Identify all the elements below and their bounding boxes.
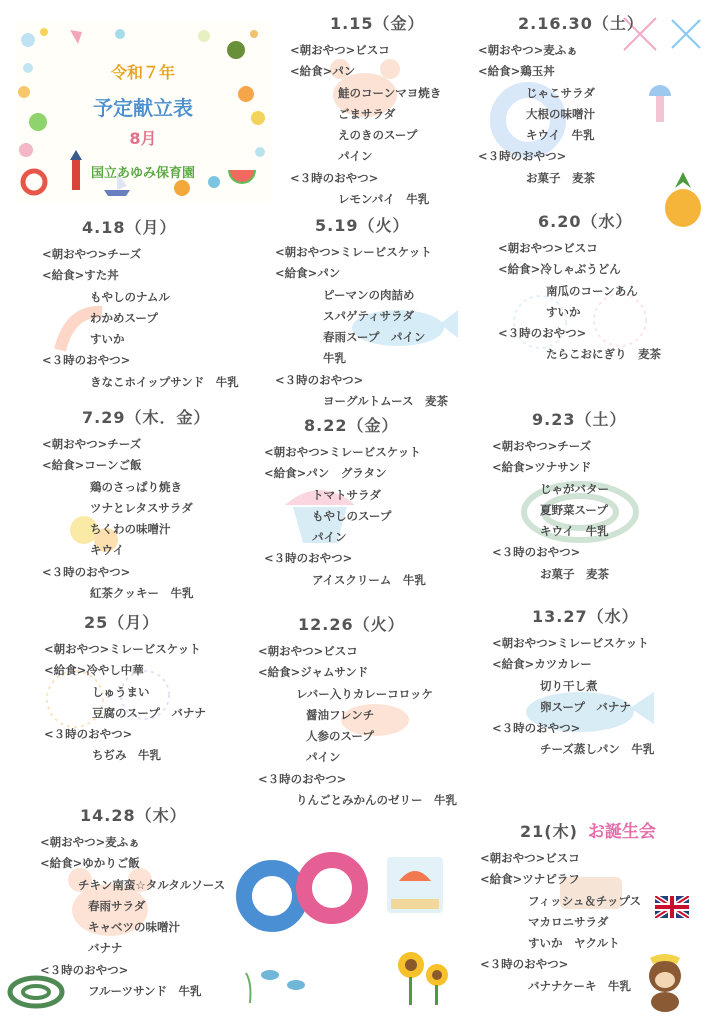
menu-section-label: <給食>コーンご飯 — [42, 458, 142, 473]
menu-section-label: <朝おやつ>麦ふぁ — [478, 43, 578, 57]
menu-section-label: <３時のおやつ> — [40, 962, 129, 977]
menu-item: アイスクリーム 牛乳 — [312, 572, 426, 587]
menu-item: すいか ヤクルト — [528, 936, 620, 951]
menu-item: ツナとレタスサラダ — [90, 500, 193, 515]
menu-date — [258, 615, 457, 635]
menu-date — [492, 410, 626, 430]
menu-item: りんごとみかんのゼリー 牛乳 — [296, 793, 457, 808]
menu-date — [264, 416, 426, 436]
menu-section-label: <朝おやつ>ビスコ — [290, 43, 390, 57]
menu-section-label: <給食>ツナサンド — [492, 460, 592, 475]
menu-section-label: <給食>ゆかりご飯 — [40, 856, 140, 871]
menu-item: お菓子 麦茶 — [540, 566, 609, 581]
menu-item: 南瓜のコーンあん — [546, 283, 638, 298]
beach-umbrella-illustration — [385, 855, 445, 915]
menu-item: キウイ 牛乳 — [526, 128, 595, 143]
menu-day-7-29 — [42, 408, 210, 604]
uk-flag-icon — [655, 896, 689, 918]
menu-section-label: <朝おやつ>ビスコ — [498, 241, 598, 255]
menu-date-text: 4.18（月） — [82, 218, 177, 237]
menu-item: パイン — [338, 149, 373, 164]
menu-date — [480, 822, 656, 842]
menu-item: チキン南蛮☆タルタルソース — [78, 877, 226, 892]
menu-item: 卵スープ バナナ — [540, 699, 631, 714]
menu-section-label: <３時のおやつ> — [44, 727, 133, 742]
menu-section-label: <給食>冷やし中華 — [44, 663, 144, 678]
menu-item: キウイ 牛乳 — [540, 524, 609, 539]
menu-item: じゃがバター — [540, 481, 609, 496]
menu-date — [498, 212, 661, 232]
menu-item: きなこホイップサンド 牛乳 — [90, 374, 239, 389]
menu-day-4-18 — [42, 218, 239, 393]
menu-date — [478, 14, 644, 34]
page-title: 予定献立表 — [93, 96, 193, 120]
menu-date — [492, 607, 654, 627]
menu-item: パイン — [312, 530, 347, 545]
menu-section-label: <給食>パン グラタン — [264, 466, 387, 481]
menu-item: しゅうまい — [92, 684, 150, 699]
pineapple-illustration — [660, 170, 706, 228]
menu-section-label: <３時のおやつ> — [290, 170, 379, 185]
menu-item: フィッシュ＆チップス — [528, 893, 642, 908]
menu-item: 鶏のさっぱり焼き — [90, 479, 182, 494]
menu-item: ピーマンの肉詰め — [323, 287, 415, 302]
menu-item: 牛乳 — [323, 351, 346, 366]
menu-section-label: <３時のおやつ> — [492, 721, 581, 736]
menu-date-text: 8.22（金） — [304, 416, 399, 435]
menu-section-label: <３時のおやつ> — [258, 771, 347, 786]
menu-date — [40, 806, 225, 826]
menu-item: チーズ蒸しパン 牛乳 — [540, 742, 655, 757]
menu-item: 大根の味噌汁 — [526, 106, 595, 121]
menu-section-label: <３時のおやつ> — [42, 564, 131, 579]
menu-date — [275, 216, 448, 236]
menu-section-label: <朝おやつ>ミレービスケット — [44, 642, 201, 656]
menu-item: 鮭のコーンマヨ焼き — [338, 85, 442, 100]
menu-section-label: <給食>パン — [275, 266, 341, 281]
title-month: 8月 — [129, 129, 157, 148]
menu-date-text: 25（月） — [84, 613, 160, 632]
menu-item: フルーツサンド 牛乳 — [88, 984, 202, 999]
menu-section-label: <３時のおやつ> — [264, 551, 353, 566]
menu-section-label: <給食>パン — [290, 64, 356, 79]
menu-item: 春雨サラダ — [88, 898, 146, 913]
menu-item: すいか — [90, 332, 125, 347]
menu-date-text: 12.26（火） — [298, 615, 405, 634]
menu-item: もやしのスープ — [312, 508, 392, 523]
menu-day-8-22 — [264, 416, 426, 591]
nursery-name: 国立あゆみ保育園 — [90, 166, 195, 181]
menu-day-2-16-30 — [478, 14, 644, 189]
menu-item: 紅茶クッキー 牛乳 — [90, 586, 194, 601]
menu-item: トマトサラダ — [312, 487, 381, 502]
menu-item: 夏野菜スープ — [540, 502, 608, 517]
menu-day-25 — [44, 613, 206, 767]
menu-day-21-birthday — [480, 822, 656, 997]
swim-rings-illustration — [232, 848, 372, 938]
menu-date — [42, 408, 210, 428]
menu-section-label: <給食>冷しゃぶうどん — [498, 262, 621, 277]
menu-item: パイン — [306, 750, 341, 765]
menu-section-label: <給食>カツカレー — [492, 657, 592, 672]
menu-day-1-15 — [290, 14, 441, 210]
menu-section-label: <朝おやつ>チーズ — [42, 437, 142, 451]
menu-date — [290, 14, 441, 34]
menu-item: キウイ — [90, 543, 125, 558]
menu-section-label: <給食>ジャムサンド — [258, 665, 369, 680]
menu-item: レバー入りカレーコロッケ — [296, 686, 433, 701]
birthday-party-label: お誕生会 — [587, 822, 656, 842]
menu-item: じゃこサラダ — [526, 85, 595, 100]
menu-section-label: <給食>ツナピラフ — [480, 872, 580, 887]
menu-date-text: 6.20（水） — [538, 212, 633, 231]
menu-item: 醤油フレンチ — [306, 707, 375, 722]
menu-item: 春雨スープ パイン — [323, 330, 426, 345]
menu-section-label: <朝おやつ>ミレービスケット — [275, 245, 432, 259]
menu-section-label: <３時のおやつ> — [480, 957, 569, 972]
menu-section-label: <朝おやつ>ミレービスケット — [492, 636, 649, 650]
menu-item: レモンパイ 牛乳 — [338, 192, 430, 207]
menu-date-text: 21(木) — [520, 822, 578, 841]
menu-section-label: <朝おやつ>ビスコ — [480, 851, 580, 865]
menu-section-label: <朝おやつ>麦ふぁ — [40, 835, 140, 849]
wind-chime-illustration — [645, 78, 675, 128]
menu-item: バナナ — [88, 941, 123, 956]
menu-day-5-19 — [275, 216, 448, 412]
menu-section-label: <３時のおやつ> — [492, 545, 581, 560]
fish-illustration — [240, 955, 330, 1005]
menu-day-14-28 — [40, 806, 225, 1002]
menu-day-9-23 — [492, 410, 626, 585]
menu-section-label: <朝おやつ>チーズ — [42, 247, 142, 261]
menu-day-13-27 — [492, 607, 654, 761]
menu-item: バナナケーキ 牛乳 — [528, 978, 632, 993]
menu-date — [42, 218, 239, 238]
menu-item: キャベツの味噌汁 — [88, 920, 180, 935]
menu-date-text: 2.16.30（土） — [518, 14, 644, 33]
menu-date-text: 14.28（木） — [80, 806, 187, 825]
menu-section-label: <朝おやつ>ビスコ — [258, 644, 358, 658]
menu-date-text: 1.15（金） — [330, 14, 425, 33]
menu-day-12-26 — [258, 615, 457, 811]
sunflower-illustration — [395, 945, 455, 1007]
menu-section-label: <３時のおやつ> — [275, 372, 364, 387]
menu-section-label: <給食>鶏玉丼 — [478, 64, 555, 79]
menu-item: ごまサラダ — [338, 106, 396, 121]
menu-item: スパゲティサラダ — [323, 308, 414, 323]
menu-date-text: 13.27（水） — [532, 607, 639, 626]
menu-date — [44, 613, 206, 633]
menu-item: マカロニサラダ — [528, 914, 609, 929]
menu-item: もやしのナムル — [90, 289, 170, 304]
menu-date-text: 7.29（木．金） — [82, 408, 211, 427]
menu-item: たらこおにぎり 麦茶 — [546, 347, 661, 362]
menu-day-6-20 — [498, 212, 661, 366]
menu-item: お菓子 麦茶 — [526, 170, 595, 185]
menu-section-label: <給食>すた丼 — [42, 268, 119, 283]
menu-section-label: <朝おやつ>ミレービスケット — [264, 445, 421, 459]
menu-item: 切り干し煮 — [540, 678, 598, 693]
menu-section-label: <朝おやつ>チーズ — [492, 439, 592, 453]
menu-item: わかめスープ — [90, 310, 158, 325]
menu-item: すいか — [546, 304, 581, 319]
menu-section-label: <３時のおやつ> — [478, 149, 567, 164]
title-year: 令和７年 — [110, 63, 175, 82]
menu-item: 人参のスープ — [306, 729, 374, 744]
menu-section-label: <３時のおやつ> — [42, 353, 131, 368]
menu-item: ヨーグルトムース 麦茶 — [323, 394, 449, 409]
menu-item: ちくわの味噌汁 — [90, 522, 171, 537]
menu-date-text: 5.19（火） — [315, 216, 410, 235]
menu-item: ちぢみ 牛乳 — [92, 748, 161, 763]
menu-item: 豆腐のスープ バナナ — [92, 705, 206, 720]
title-box — [14, 22, 272, 202]
menu-date-text: 9.23（土） — [532, 410, 627, 429]
menu-section-label: <３時のおやつ> — [498, 326, 587, 341]
menu-item: えのきのスープ — [338, 128, 418, 143]
